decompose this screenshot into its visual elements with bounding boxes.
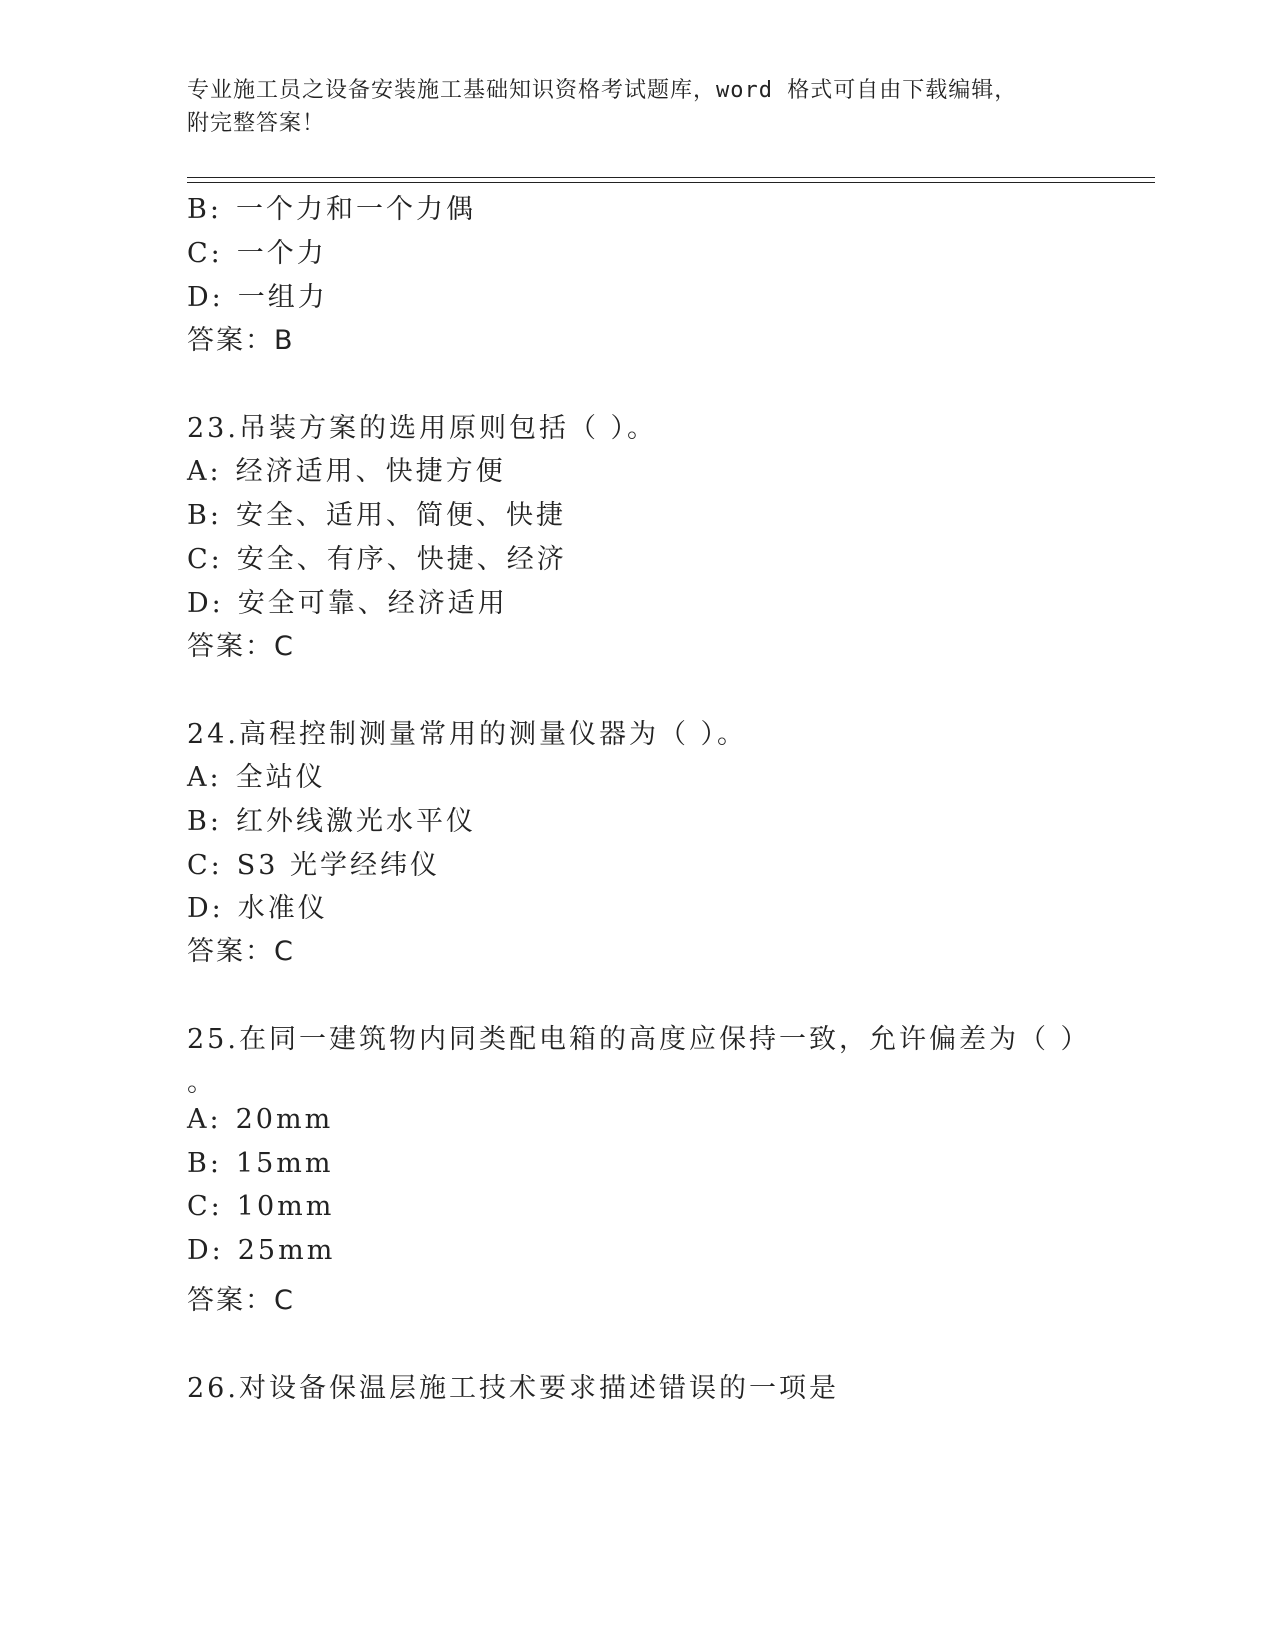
option-d — [187, 1235, 335, 1266]
option-key: A: — [187, 1104, 222, 1135]
header-divider-bottom — [187, 182, 1155, 183]
answer-label: 答案：B — [187, 325, 295, 356]
question-stem-26: 26.对设备保温层施工技术要求描述错误的一项是 — [187, 1373, 839, 1404]
question-stem-24: 24.高程控制测量常用的测量仪器为（ ）。 — [187, 719, 748, 750]
option-key: A: — [187, 456, 222, 487]
option-a — [187, 1104, 333, 1135]
option-key: D: — [187, 282, 224, 313]
option-a — [187, 449, 506, 488]
option-c — [187, 843, 440, 882]
option-c — [187, 231, 327, 270]
option-text: 15mm — [235, 1148, 334, 1179]
option-text: 经济适用、快捷方便 — [235, 456, 506, 487]
option-c — [187, 1191, 334, 1222]
option-key: B: — [187, 1148, 222, 1179]
option-key: A: — [187, 762, 222, 793]
option-key: C: — [187, 238, 223, 269]
option-text: S3 光学经纬仪 — [236, 850, 441, 881]
option-key: C: — [187, 544, 223, 575]
option-d — [187, 581, 508, 620]
option-text: 20mm — [235, 1104, 334, 1135]
header-line-1: 专业施工员之设备安装施工基础知识资格考试题库，word 格式可自由下载编辑， — [187, 78, 1018, 103]
option-d — [187, 886, 328, 925]
option-text: 全站仪 — [235, 762, 326, 793]
question-stem-25: 25.在同一建筑物内同类配电箱的高度应保持一致，允许偏差为（ ） — [187, 1024, 1091, 1055]
option-c — [187, 537, 567, 576]
option-text: 安全、有序、快捷、经济 — [236, 544, 567, 575]
option-a — [187, 755, 326, 794]
question-stem-25-continuation: 。 — [187, 1067, 214, 1098]
option-key: B: — [187, 194, 222, 225]
option-text: 水准仪 — [237, 893, 328, 924]
option-b — [187, 187, 476, 226]
option-b — [187, 1148, 334, 1179]
option-text: 安全可靠、经济适用 — [237, 588, 508, 619]
option-key: D: — [187, 893, 224, 924]
option-text: 红外线激光水平仪 — [235, 806, 476, 837]
header-divider-top — [187, 177, 1155, 178]
option-key: D: — [187, 588, 224, 619]
option-b — [187, 493, 566, 532]
header-line-2: 附完整答案！ — [187, 111, 326, 136]
answer-label: 答案：C — [187, 1285, 295, 1316]
option-text: 10mm — [236, 1191, 335, 1222]
option-text: 25mm — [237, 1235, 336, 1266]
option-b — [187, 799, 476, 838]
option-d — [187, 275, 328, 314]
option-key: B: — [187, 500, 222, 531]
answer-label: 答案：C — [187, 936, 295, 967]
option-text: 一个力和一个力偶 — [235, 194, 476, 225]
option-key: C: — [187, 1191, 223, 1222]
option-text: 一组力 — [237, 282, 328, 313]
option-key: D: — [187, 1235, 224, 1266]
option-key: B: — [187, 806, 222, 837]
option-text: 一个力 — [236, 238, 327, 269]
page-header — [187, 74, 1067, 140]
answer-label: 答案：C — [187, 631, 295, 662]
option-key: C: — [187, 850, 223, 881]
question-stem-23: 23.吊装方案的选用原则包括（ ）。 — [187, 413, 658, 444]
option-text: 安全、适用、简便、快捷 — [235, 500, 566, 531]
